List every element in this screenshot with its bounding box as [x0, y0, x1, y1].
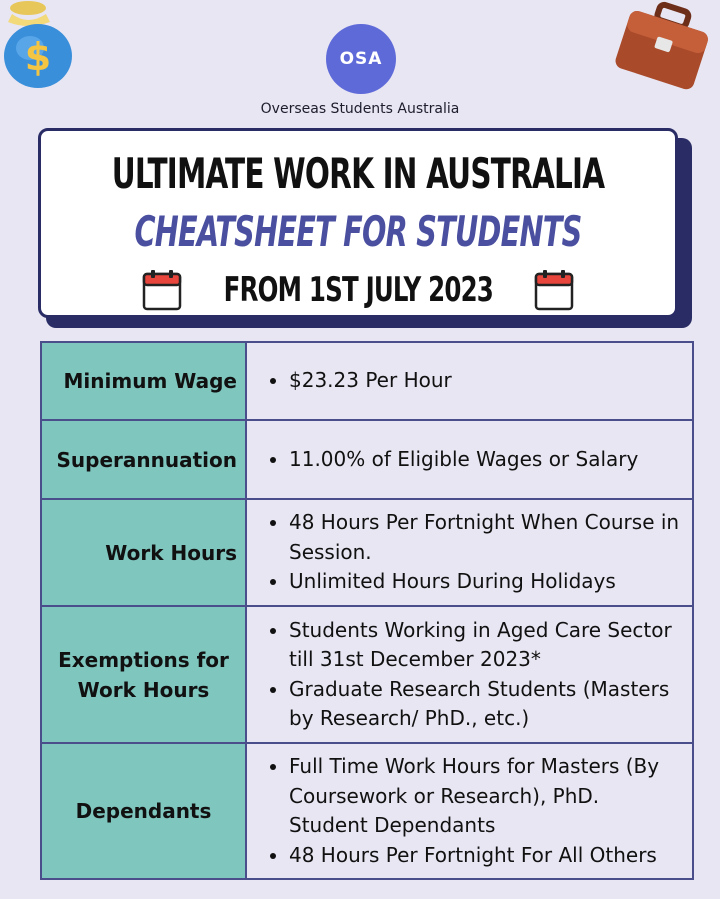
row-label-minimum-wage: Minimum Wage [42, 343, 247, 419]
osa-logo: OSA [326, 24, 396, 94]
list-item: • $23.23 Per Hour [289, 366, 684, 396]
calendar-icon [142, 269, 182, 311]
calendar-icon [534, 269, 574, 311]
table-row [42, 498, 692, 605]
info-table [40, 341, 694, 880]
briefcase-icon [612, 0, 712, 92]
row-value [247, 607, 692, 742]
list-item: • 11.00% of Eligible Wages or Salary [289, 445, 684, 475]
row-value [247, 500, 692, 605]
list-item: • Graduate Research Students (Masters by Research/ PhD., etc.) [289, 675, 684, 734]
row-value [247, 343, 692, 419]
row-value [247, 421, 692, 498]
org-name: Overseas Students Australia [260, 101, 460, 117]
table-row [42, 605, 692, 742]
list-item: • 48 Hours Per Fortnight For All Others [289, 841, 684, 871]
table-row [42, 419, 692, 498]
row-label-line: Exemptions for [58, 647, 229, 672]
table-row [42, 742, 692, 878]
row-value [247, 744, 692, 878]
title-line-1: ULTIMATE WORK IN AUSTRALIA [111, 149, 605, 198]
list-item: • Full Time Work Hours for Masters (By Coursework or Research), PhD. Student Dependants [289, 752, 684, 841]
row-label-superannuation: Superannuation [42, 421, 247, 498]
row-label-line: Work Hours [77, 677, 210, 702]
row-label-exemptions [42, 607, 247, 742]
money-bag-icon [2, 0, 80, 90]
table-row [42, 343, 692, 419]
list-item: • Unlimited Hours During Holidays [289, 567, 684, 597]
title-line-2: CHEATSHEET FOR STUDENTS [134, 207, 582, 256]
list-item: • Students Working in Aged Care Sector till 31st December 2023* [289, 616, 684, 675]
svg-text:$: $ [24, 35, 52, 79]
title-line-3: FROM 1ST JULY 2023 [223, 270, 493, 310]
row-label-work-hours: Work Hours [42, 500, 247, 605]
list-item: • 48 Hours Per Fortnight When Course in Session. [289, 508, 684, 567]
title-line-3-row [41, 267, 675, 313]
row-label-dependants: Dependants [42, 744, 247, 878]
title-box [38, 128, 678, 318]
